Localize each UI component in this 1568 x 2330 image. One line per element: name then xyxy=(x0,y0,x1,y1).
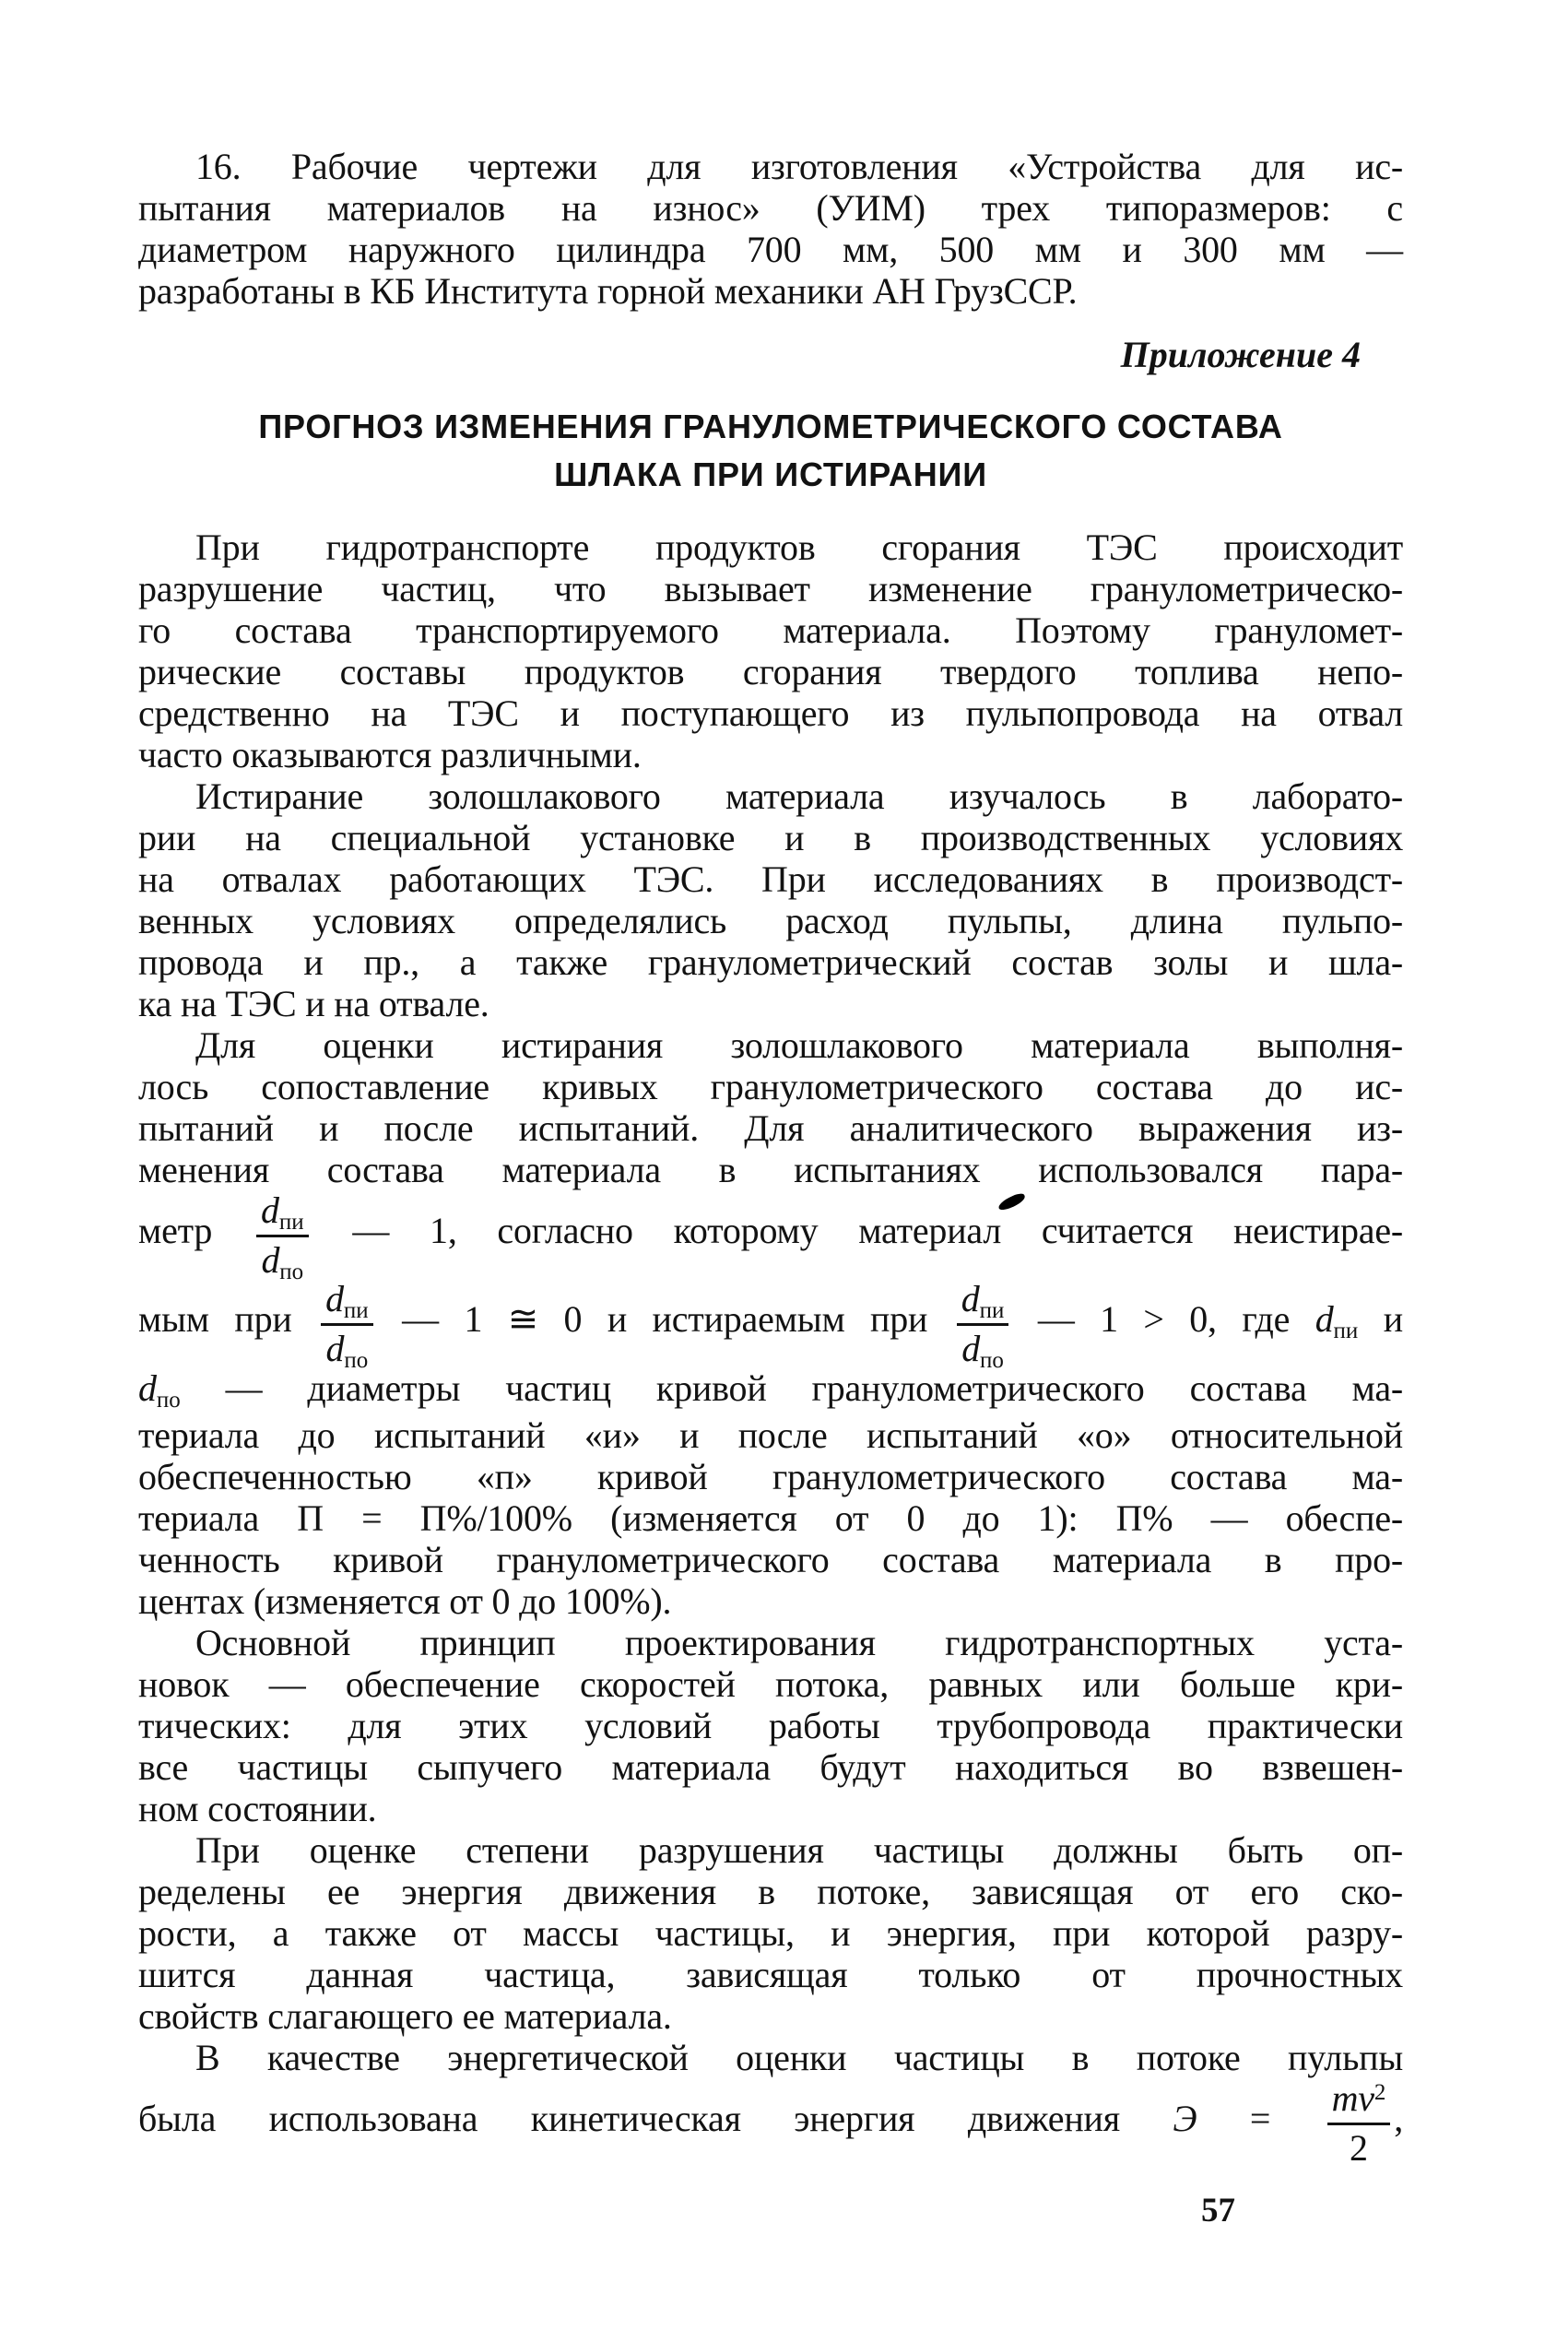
text-line xyxy=(138,1497,1403,1539)
text-line xyxy=(138,900,1403,941)
text-run: на отвалах работающих ТЭС. При исследованиях в производст- xyxy=(138,858,1403,900)
text-run: менения состава материала в испытаниях использовался пара- xyxy=(138,1149,1403,1190)
paragraph xyxy=(138,1622,1403,1829)
text-line xyxy=(138,526,1403,568)
text-run: — 1 ≅ 0 и истираемым при xyxy=(376,1298,953,1341)
text-line xyxy=(138,1278,1404,1373)
text-line xyxy=(138,858,1403,900)
text-run: была использована кинетическая энергия движения xyxy=(138,2098,1173,2140)
text-line xyxy=(138,1107,1403,1149)
text-run: провода и пр., а также гранулометрический состав золы и шла- xyxy=(138,941,1403,983)
text-line xyxy=(138,1456,1403,1497)
text-line xyxy=(138,1663,1403,1705)
text-run: ределены ее энергия движения в потоке, зависящая от его ско- xyxy=(138,1871,1403,1912)
text-run: — диаметры частиц кривой гранулометрического состава ма- xyxy=(180,1367,1403,1409)
text-line xyxy=(138,1788,1403,1829)
text-run: , xyxy=(1394,2098,1403,2140)
text-line xyxy=(138,1705,1403,1746)
text-block xyxy=(138,146,1403,2230)
text-run: Истирание золошлакового материала изучалось в лаборато- xyxy=(195,775,1403,817)
text-run: Для оценки истирания золошлакового материала выполня- xyxy=(195,1024,1403,1066)
text-run: центах (изменяется от 0 до 100%). xyxy=(138,1580,672,1622)
text-run: рические составы продуктов сгорания твердого топлива непо- xyxy=(138,651,1403,692)
fraction: $\frac{\text{dпи}}{\text{dпо}}$ xyxy=(256,1190,309,1279)
text-run: рии на специальной установке и в производственных условиях xyxy=(138,817,1403,858)
text-line xyxy=(138,2037,1403,2078)
text-run: — 1, согласно которому материал считается неистирае- xyxy=(312,1210,1403,1252)
text-run: При гидротранспорте продуктов сгорания ТЭС происходит xyxy=(195,526,1403,568)
text-run: — 1 > 0, где xyxy=(1012,1298,1315,1341)
fraction: $\frac{mv^2}{2}$ xyxy=(1327,2078,1391,2167)
intro-paragraphs xyxy=(138,146,1403,312)
italic-variable: Э xyxy=(1173,2098,1197,2140)
text-line xyxy=(138,1746,1403,1788)
text-line xyxy=(138,734,1403,775)
text-run: диаметром наружного цилиндра 700 мм, 500 мм и 300 мм — xyxy=(138,229,1403,270)
text-run: териала П = П%/100% (изменяется от 0 до 1): П% — обеспе- xyxy=(138,1497,1403,1539)
text-line xyxy=(138,229,1403,270)
text-run: шится данная частица, зависящая только от прочностных xyxy=(138,1954,1403,1995)
text-line xyxy=(138,1189,1403,1284)
text-run: При оценке степени разрушения частицы должны быть оп- xyxy=(195,1829,1403,1871)
text-run: часто оказываются различными. xyxy=(138,734,642,775)
text-run: все частицы сыпучего материала будут находиться во взвешен- xyxy=(138,1746,1403,1788)
text-run: ченность кривой гранулометрического состава материала в про- xyxy=(138,1539,1403,1580)
text-line xyxy=(138,2078,1403,2167)
text-run: и xyxy=(1358,1298,1404,1341)
paragraph xyxy=(138,1829,1403,2037)
text-line xyxy=(138,775,1403,817)
page-number: 57 xyxy=(1201,2192,1235,2229)
text-line xyxy=(138,1829,1403,1871)
text-run: ном состоянии. xyxy=(138,1788,377,1829)
text-line xyxy=(138,1912,1403,1954)
appendix-label: Приложение 4 xyxy=(1120,334,1361,375)
text-line xyxy=(138,1024,1403,1066)
text-line xyxy=(138,1414,1403,1456)
text-run: рости, а также от массы частицы, и энергия, при которой разру- xyxy=(138,1912,1403,1954)
text-run: средственно на ТЭС и поступающего из пульпопровода на отвал xyxy=(138,692,1403,734)
text-line xyxy=(138,1995,1403,2037)
text-run: венных условиях определялись расход пульпы, длина пульпо- xyxy=(138,900,1403,941)
text-line xyxy=(138,1622,1403,1663)
body-paragraphs xyxy=(138,526,1403,2167)
text-line xyxy=(138,692,1403,734)
text-line xyxy=(138,1539,1403,1580)
text-run: Основной принцип проектирования гидротранспортных уста- xyxy=(195,1622,1403,1663)
text-line xyxy=(138,1954,1403,1995)
text-line xyxy=(138,146,1403,187)
heading-line-2: ШЛАКА ПРИ ИСТИРАНИИ xyxy=(554,455,987,493)
text-run: разработаны в КБ Института горной механики АН ГрузССР. xyxy=(138,270,1078,312)
text-run: 16. Рабочие чертежи для изготовления «Устройства для ис- xyxy=(195,146,1403,187)
text-line xyxy=(138,1580,1403,1622)
paragraph xyxy=(138,775,1403,1024)
paragraph xyxy=(138,2037,1403,2167)
text-line xyxy=(138,187,1403,229)
fraction: $\frac{\text{dпи}}{\text{dпо}}$ xyxy=(321,1279,373,1367)
paragraph xyxy=(138,1024,1403,1622)
text-line xyxy=(138,568,1403,609)
text-line xyxy=(138,1871,1403,1912)
text-run: метр xyxy=(138,1210,253,1252)
text-line xyxy=(138,983,1403,1024)
text-line xyxy=(138,609,1403,651)
text-run: ка на ТЭС и на отвале. xyxy=(138,983,489,1024)
text-run: лось сопоставление кривых гранулометрического состава до ис- xyxy=(138,1066,1403,1107)
text-run: = xyxy=(1197,2098,1324,2140)
text-line xyxy=(138,817,1403,858)
section-heading xyxy=(138,403,1403,499)
text-line xyxy=(138,1149,1403,1190)
text-run: свойств слагающего ее материала. xyxy=(138,1995,672,2037)
text-run: пытаний и после испытаний. Для аналитического выражения из- xyxy=(138,1107,1403,1149)
text-line xyxy=(138,941,1403,983)
text-run: тических: для этих условий работы трубопровода практически xyxy=(138,1705,1403,1746)
text-run: пытания материалов на износ» (УИМ) трех типоразмеров: с xyxy=(138,187,1403,229)
text-run: новок — обеспечение скоростей потока, равных или больше кри- xyxy=(138,1663,1403,1705)
paragraph xyxy=(138,146,1403,312)
variable-with-subscript: dпи xyxy=(1315,1298,1359,1344)
text-line xyxy=(138,1367,1403,1414)
text-line xyxy=(138,1066,1403,1107)
text-run: мым при xyxy=(138,1298,318,1341)
text-run: го состава транспортируемого материала. Поэтому грануломет- xyxy=(138,609,1403,651)
paragraph xyxy=(138,526,1403,775)
heading-line-1: ПРОГНОЗ ИЗМЕНЕНИЯ ГРАНУЛОМЕТРИЧЕСКОГО СОСТАВА xyxy=(258,408,1283,445)
variable-with-subscript: dпо xyxy=(138,1367,181,1413)
fraction: $\frac{\text{dпи}}{\text{dпо}}$ xyxy=(957,1279,1009,1367)
text-run: В качестве энергетической оценки частицы в потоке пульпы xyxy=(195,2037,1403,2078)
text-run: териала до испытаний «и» и после испытаний «о» относительной xyxy=(138,1414,1403,1456)
text-line xyxy=(138,651,1403,692)
text-run: обеспеченностью «п» кривой гранулометрического состава ма- xyxy=(138,1456,1403,1497)
text-line xyxy=(138,270,1403,312)
text-run: разрушение частиц, что вызывает изменение гранулометрическо- xyxy=(138,568,1403,609)
